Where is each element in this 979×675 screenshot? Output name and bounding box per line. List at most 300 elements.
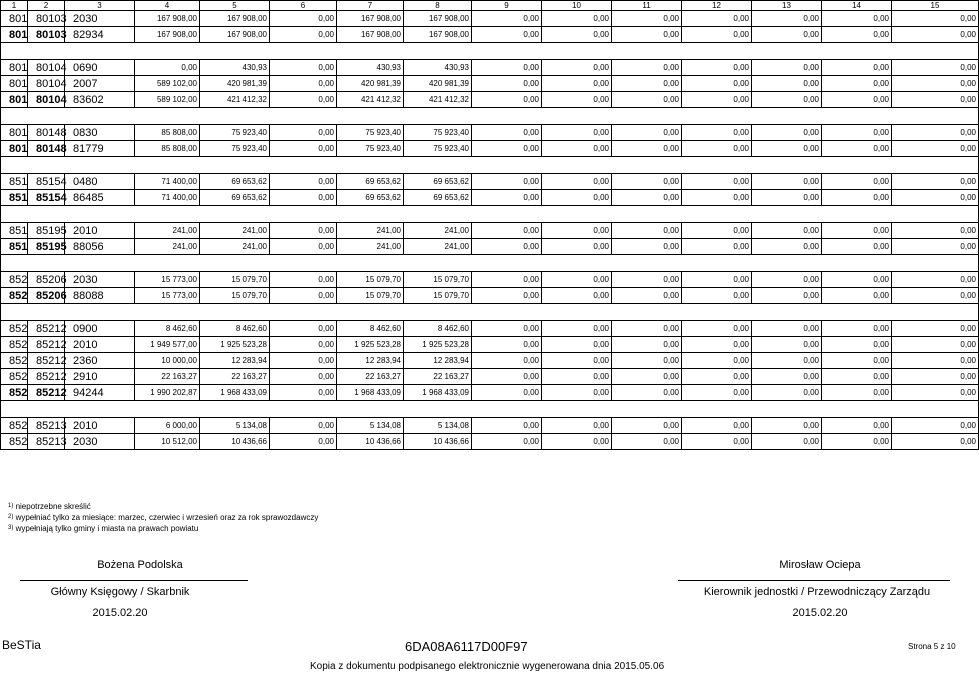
table-cell: 15 079,70 <box>404 288 472 304</box>
table-cell: 852 <box>1 369 28 385</box>
table-cell: 0,00 <box>892 434 979 450</box>
table-cell: 0,00 <box>612 223 682 239</box>
table-cell: 851 <box>1 174 28 190</box>
table-row <box>1 369 979 385</box>
table-cell: 8 462,60 <box>135 321 200 337</box>
column-number: 8 <box>404 1 472 11</box>
table-cell: 69 653,62 <box>337 190 404 206</box>
table-cell: 0,00 <box>892 385 979 401</box>
table-cell: 0,00 <box>542 27 612 43</box>
table-cell: 0,00 <box>752 223 822 239</box>
table-cell: 0,00 <box>542 92 612 108</box>
table-row <box>1 418 979 434</box>
table-cell: 0,00 <box>822 11 892 27</box>
table-cell: 0,00 <box>682 239 752 255</box>
table-cell: 241,00 <box>337 239 404 255</box>
table-row-total <box>1 239 979 255</box>
table-cell: 8 462,60 <box>337 321 404 337</box>
table-cell: 0,00 <box>892 190 979 206</box>
table-cell: 0,00 <box>612 434 682 450</box>
table-cell: 1 968 433,09 <box>404 385 472 401</box>
table-cell: 80104 <box>28 76 65 92</box>
table-cell: 10 436,66 <box>200 434 270 450</box>
table-cell: 1 925 523,28 <box>337 337 404 353</box>
table-cell: 0,00 <box>682 60 752 76</box>
table-cell: 0,00 <box>542 190 612 206</box>
table-cell: 0,00 <box>472 76 542 92</box>
table-cell: 0,00 <box>472 239 542 255</box>
footnote: $^{1)}$ niepotrzebne skreślić <box>8 502 91 511</box>
table-cell: 0,00 <box>612 76 682 92</box>
column-number: 4 <box>135 1 200 11</box>
table-cell: 0,00 <box>752 125 822 141</box>
table-cell: 0,00 <box>472 190 542 206</box>
table-cell: 0,00 <box>612 418 682 434</box>
table-cell: 0,00 <box>682 141 752 157</box>
right-signature-line <box>678 580 950 581</box>
table-cell: 75 923,40 <box>337 141 404 157</box>
table-cell: 85154 <box>28 190 65 206</box>
table-cell: 12 283,94 <box>337 353 404 369</box>
table-cell: 0,00 <box>822 385 892 401</box>
table-cell: 0,00 <box>612 239 682 255</box>
table-cell: 71 400,00 <box>135 190 200 206</box>
table-cell: 852 <box>1 353 28 369</box>
table-cell: 2010 <box>65 337 135 353</box>
spacer-cell <box>1 108 979 125</box>
table-cell: 0,00 <box>822 288 892 304</box>
table-cell: 0,00 <box>542 385 612 401</box>
table-cell: 83602 <box>65 92 135 108</box>
table-cell: 22 163,27 <box>337 369 404 385</box>
table-cell: 167 908,00 <box>337 27 404 43</box>
table-cell: 85212 <box>28 369 65 385</box>
table-cell: 801 <box>1 92 28 108</box>
table-cell: 430,93 <box>200 60 270 76</box>
table-cell: 0,00 <box>752 11 822 27</box>
table-cell: 0,00 <box>612 60 682 76</box>
table-cell: 0,00 <box>752 174 822 190</box>
table-cell: 0,00 <box>892 321 979 337</box>
table-cell: 75 923,40 <box>200 141 270 157</box>
table-cell: 0,00 <box>542 125 612 141</box>
table-cell: 94244 <box>65 385 135 401</box>
table-cell: 80103 <box>28 11 65 27</box>
table-cell: 15 079,70 <box>200 272 270 288</box>
table-cell: 0830 <box>65 125 135 141</box>
table-cell: 0,00 <box>270 369 337 385</box>
table-cell: 0,00 <box>752 239 822 255</box>
table-cell: 0,00 <box>612 141 682 157</box>
table-cell: 0,00 <box>270 272 337 288</box>
table-row-total <box>1 190 979 206</box>
table-cell: 1 925 523,28 <box>200 337 270 353</box>
table-cell: 0,00 <box>270 434 337 450</box>
table-cell: 0,00 <box>682 434 752 450</box>
table-cell: 69 653,62 <box>404 190 472 206</box>
table-cell: 71 400,00 <box>135 174 200 190</box>
table-cell: 1 968 433,09 <box>200 385 270 401</box>
table-cell: 589 102,00 <box>135 76 200 92</box>
table-cell: 86485 <box>65 190 135 206</box>
table-cell: 0,00 <box>542 369 612 385</box>
table-cell: 0,00 <box>270 76 337 92</box>
table-cell: 0,00 <box>892 125 979 141</box>
table-row <box>1 60 979 76</box>
table-cell: 1 925 523,28 <box>404 337 472 353</box>
table-cell: 0,00 <box>472 125 542 141</box>
table-cell: 81779 <box>65 141 135 157</box>
table-cell: 0,00 <box>270 190 337 206</box>
table-cell: 0,00 <box>612 190 682 206</box>
table-cell: 852 <box>1 321 28 337</box>
table-cell: 0,00 <box>542 76 612 92</box>
column-number: 7 <box>337 1 404 11</box>
table-cell: 801 <box>1 125 28 141</box>
table-cell: 852 <box>1 418 28 434</box>
table-cell: 1 949 577,00 <box>135 337 200 353</box>
table-cell: 0,00 <box>682 321 752 337</box>
table-cell: 0,00 <box>892 223 979 239</box>
table-cell: 15 079,70 <box>200 288 270 304</box>
table-cell: 0,00 <box>892 418 979 434</box>
table-cell: 0,00 <box>682 288 752 304</box>
table-cell: 15 079,70 <box>404 272 472 288</box>
table-cell: 0,00 <box>612 353 682 369</box>
table-cell: 85212 <box>28 353 65 369</box>
column-number: 1 <box>1 1 28 11</box>
table-cell: 421 412,32 <box>404 92 472 108</box>
table-cell: 0,00 <box>822 223 892 239</box>
table-cell: 852 <box>1 288 28 304</box>
table-cell: 0,00 <box>270 337 337 353</box>
table-cell: 69 653,62 <box>337 174 404 190</box>
table-cell: 0,00 <box>752 141 822 157</box>
table-cell: 80104 <box>28 60 65 76</box>
table-cell: 12 283,94 <box>200 353 270 369</box>
table-cell: 10 436,66 <box>404 434 472 450</box>
table-cell: 15 773,00 <box>135 272 200 288</box>
table-cell: 0,00 <box>752 60 822 76</box>
table-row-total <box>1 141 979 157</box>
table-cell: 0,00 <box>612 272 682 288</box>
table-cell: 0,00 <box>612 174 682 190</box>
right-signatory-name: Mirosław Ociepa <box>779 559 861 571</box>
table-cell: 0,00 <box>472 223 542 239</box>
table-cell: 241,00 <box>200 239 270 255</box>
table-cell: 0,00 <box>682 418 752 434</box>
table-cell: 0,00 <box>612 11 682 27</box>
table-cell: 0,00 <box>892 337 979 353</box>
table-cell: 0,00 <box>892 92 979 108</box>
table-cell: 0,00 <box>270 141 337 157</box>
table-cell: 0,00 <box>472 337 542 353</box>
section-spacer-row <box>1 108 979 125</box>
table-cell: 0,00 <box>542 353 612 369</box>
table-cell: 852 <box>1 272 28 288</box>
table-cell: 0900 <box>65 321 135 337</box>
table-row <box>1 125 979 141</box>
table-cell: 0,00 <box>682 369 752 385</box>
spacer-cell <box>1 157 979 174</box>
table-cell: 241,00 <box>135 223 200 239</box>
table-cell: 0,00 <box>682 76 752 92</box>
table-cell: 0,00 <box>542 434 612 450</box>
table-row <box>1 434 979 450</box>
table-cell: 0,00 <box>822 321 892 337</box>
table-cell: 0,00 <box>270 11 337 27</box>
table-cell: 85 808,00 <box>135 141 200 157</box>
table-row <box>1 337 979 353</box>
table-cell: 0,00 <box>542 288 612 304</box>
table-cell: 851 <box>1 239 28 255</box>
table-cell: 0,00 <box>472 434 542 450</box>
table-cell: 0,00 <box>822 190 892 206</box>
table-cell: 0,00 <box>822 125 892 141</box>
table-cell: 0,00 <box>682 11 752 27</box>
table-cell: 69 653,62 <box>200 190 270 206</box>
table-cell: 0,00 <box>752 76 822 92</box>
table-cell: 88088 <box>65 288 135 304</box>
table-cell: 0,00 <box>892 239 979 255</box>
table-cell: 801 <box>1 27 28 43</box>
table-cell: 0,00 <box>822 369 892 385</box>
table-cell: 6 000,00 <box>135 418 200 434</box>
table-cell: 0,00 <box>472 353 542 369</box>
right-signatory-role: Kierownik jednostki / Przewodniczący Zarządu <box>703 586 931 598</box>
table-cell: 430,93 <box>337 60 404 76</box>
table-cell: 0,00 <box>892 272 979 288</box>
table-cell: 2910 <box>65 369 135 385</box>
table-cell: 0,00 <box>822 92 892 108</box>
table-cell: 420 981,39 <box>404 76 472 92</box>
table-cell: 851 <box>1 223 28 239</box>
table-cell: 0,00 <box>270 418 337 434</box>
spacer-cell <box>1 304 979 321</box>
table-cell: 0,00 <box>542 141 612 157</box>
table-cell: 0,00 <box>752 434 822 450</box>
table-cell: 801 <box>1 76 28 92</box>
table-cell: 75 923,40 <box>404 141 472 157</box>
table-cell: 80148 <box>28 125 65 141</box>
table-cell: 0,00 <box>822 272 892 288</box>
table-cell: 0,00 <box>822 27 892 43</box>
left-signature-line <box>20 580 248 581</box>
table-row <box>1 272 979 288</box>
section-spacer-row <box>1 304 979 321</box>
table-cell: 241,00 <box>200 223 270 239</box>
table-cell: 0,00 <box>270 60 337 76</box>
table-cell: 0,00 <box>682 337 752 353</box>
section-spacer-row <box>1 401 979 418</box>
table-cell: 0,00 <box>542 174 612 190</box>
table-cell: 85212 <box>28 321 65 337</box>
table-cell: 1 968 433,09 <box>337 385 404 401</box>
table-cell: 0,00 <box>752 321 822 337</box>
table-cell: 0,00 <box>135 60 200 76</box>
table-cell: 167 908,00 <box>200 27 270 43</box>
table-cell: 0,00 <box>822 434 892 450</box>
table-cell: 0,00 <box>612 385 682 401</box>
table-cell: 0,00 <box>542 239 612 255</box>
table-cell: 0,00 <box>752 92 822 108</box>
section-spacer-row <box>1 43 979 60</box>
table-cell: 0,00 <box>472 27 542 43</box>
table-cell: 0,00 <box>612 337 682 353</box>
right-signature-date: 2015.02.20 <box>792 607 848 619</box>
table-cell: 0,00 <box>612 321 682 337</box>
table-cell: 0,00 <box>542 272 612 288</box>
table-cell: 167 908,00 <box>135 27 200 43</box>
table-cell: 0,00 <box>612 92 682 108</box>
spacer-cell <box>1 206 979 223</box>
table-cell: 5 134,08 <box>337 418 404 434</box>
table-cell: 241,00 <box>404 223 472 239</box>
table-cell: 15 773,00 <box>135 288 200 304</box>
table-cell: 241,00 <box>135 239 200 255</box>
table-cell: 0,00 <box>892 76 979 92</box>
table-cell: 10 000,00 <box>135 353 200 369</box>
table-cell: 0,00 <box>542 418 612 434</box>
table-cell: 852 <box>1 385 28 401</box>
table-cell: 85213 <box>28 434 65 450</box>
table-cell: 0,00 <box>542 11 612 27</box>
footnote: $^{3)}$ wypełniają tylko gminy i miasta na prawach powiatu <box>8 524 199 533</box>
table-cell: 75 923,40 <box>404 125 472 141</box>
table-cell: 0,00 <box>612 288 682 304</box>
table-cell: 0,00 <box>472 174 542 190</box>
table-cell: 0,00 <box>472 418 542 434</box>
table-cell: 15 079,70 <box>337 288 404 304</box>
table-cell: 85 808,00 <box>135 125 200 141</box>
table-cell: 0,00 <box>752 337 822 353</box>
table-cell: 0,00 <box>270 223 337 239</box>
column-number: 12 <box>682 1 752 11</box>
table-cell: 0,00 <box>752 353 822 369</box>
column-number: 14 <box>822 1 892 11</box>
table-cell: 0,00 <box>822 239 892 255</box>
table-cell: 69 653,62 <box>404 174 472 190</box>
table-cell: 0,00 <box>472 92 542 108</box>
table-cell: 8 462,60 <box>404 321 472 337</box>
table-cell: 0,00 <box>752 27 822 43</box>
table-cell: 0,00 <box>612 125 682 141</box>
page-number: Strona 5 z 10 <box>908 642 956 651</box>
table-cell: 75 923,40 <box>200 125 270 141</box>
table-cell: 0,00 <box>612 369 682 385</box>
table-cell: 420 981,39 <box>337 76 404 92</box>
table-cell: 85212 <box>28 337 65 353</box>
section-spacer-row <box>1 255 979 272</box>
table-cell: 80103 <box>28 27 65 43</box>
table-cell: 801 <box>1 141 28 157</box>
table-cell: 0,00 <box>270 239 337 255</box>
left-signature-date: 2015.02.20 <box>92 607 148 619</box>
table-cell: 0,00 <box>472 11 542 27</box>
table-cell: 0,00 <box>612 27 682 43</box>
table-cell: 2360 <box>65 353 135 369</box>
table-cell: 85213 <box>28 418 65 434</box>
table-cell: 0,00 <box>752 288 822 304</box>
table-row <box>1 321 979 337</box>
table-cell: 10 512,00 <box>135 434 200 450</box>
table-cell: 0,00 <box>752 190 822 206</box>
table-cell: 2030 <box>65 11 135 27</box>
table-cell: 421 412,32 <box>200 92 270 108</box>
table-cell: 85195 <box>28 239 65 255</box>
table-cell: 22 163,27 <box>135 369 200 385</box>
table-cell: 2030 <box>65 434 135 450</box>
table-cell: 0,00 <box>472 141 542 157</box>
column-number: 3 <box>65 1 135 11</box>
table-row-total <box>1 385 979 401</box>
table-cell: 0,00 <box>822 174 892 190</box>
table-cell: 0,00 <box>752 272 822 288</box>
table-cell: 167 908,00 <box>135 11 200 27</box>
table-cell: 2030 <box>65 272 135 288</box>
spacer-cell <box>1 43 979 60</box>
table-cell: 0,00 <box>892 353 979 369</box>
left-signatory-name: Bożena Podolska <box>97 559 183 571</box>
table-cell: 0,00 <box>270 125 337 141</box>
table-cell: 420 981,39 <box>200 76 270 92</box>
table-cell: 0,00 <box>892 141 979 157</box>
table-cell: 0,00 <box>892 288 979 304</box>
table-cell: 85206 <box>28 288 65 304</box>
table-cell: 85154 <box>28 174 65 190</box>
table-cell: 0,00 <box>542 60 612 76</box>
table-cell: 5 134,08 <box>404 418 472 434</box>
table-cell: 0,00 <box>682 353 752 369</box>
table-cell: 0,00 <box>682 190 752 206</box>
table-cell: 0,00 <box>752 385 822 401</box>
table-cell: 12 283,94 <box>404 353 472 369</box>
table-cell: 167 908,00 <box>200 11 270 27</box>
table-cell: 0,00 <box>892 27 979 43</box>
table-cell: 421 412,32 <box>337 92 404 108</box>
table-cell: 0,00 <box>270 321 337 337</box>
table-cell: 0,00 <box>682 223 752 239</box>
table-cell: 8 462,60 <box>200 321 270 337</box>
column-number: 10 <box>542 1 612 11</box>
table-cell: 0,00 <box>542 321 612 337</box>
table-row <box>1 11 979 27</box>
table-cell: 1 990 202,87 <box>135 385 200 401</box>
spacer-cell <box>1 401 979 418</box>
table-row <box>1 353 979 369</box>
copy-note: Kopia z dokumentu podpisanego elektronicznie wygenerowana dnia 2015.05.06 <box>310 661 665 672</box>
table-cell: 0,00 <box>822 141 892 157</box>
table-cell: 167 908,00 <box>404 11 472 27</box>
table-cell: 22 163,27 <box>200 369 270 385</box>
table-cell: 0,00 <box>682 27 752 43</box>
table-cell: 0,00 <box>822 60 892 76</box>
table-cell: 85206 <box>28 272 65 288</box>
table-cell: 801 <box>1 60 28 76</box>
footnote: $^{2)}$ wypełniać tylko za miesiące: marzec, czerwiec i wrzesień oraz za rok sprawozdawczy <box>8 513 319 522</box>
table-cell: 589 102,00 <box>135 92 200 108</box>
table-cell: 0,00 <box>270 385 337 401</box>
column-number: 11 <box>612 1 682 11</box>
table-row <box>1 174 979 190</box>
table-cell: 0,00 <box>682 385 752 401</box>
table-cell: 0,00 <box>892 60 979 76</box>
table-cell: 0,00 <box>472 321 542 337</box>
column-number: 2 <box>28 1 65 11</box>
table-cell: 0,00 <box>270 288 337 304</box>
table-cell: 80104 <box>28 92 65 108</box>
table-cell: 851 <box>1 190 28 206</box>
